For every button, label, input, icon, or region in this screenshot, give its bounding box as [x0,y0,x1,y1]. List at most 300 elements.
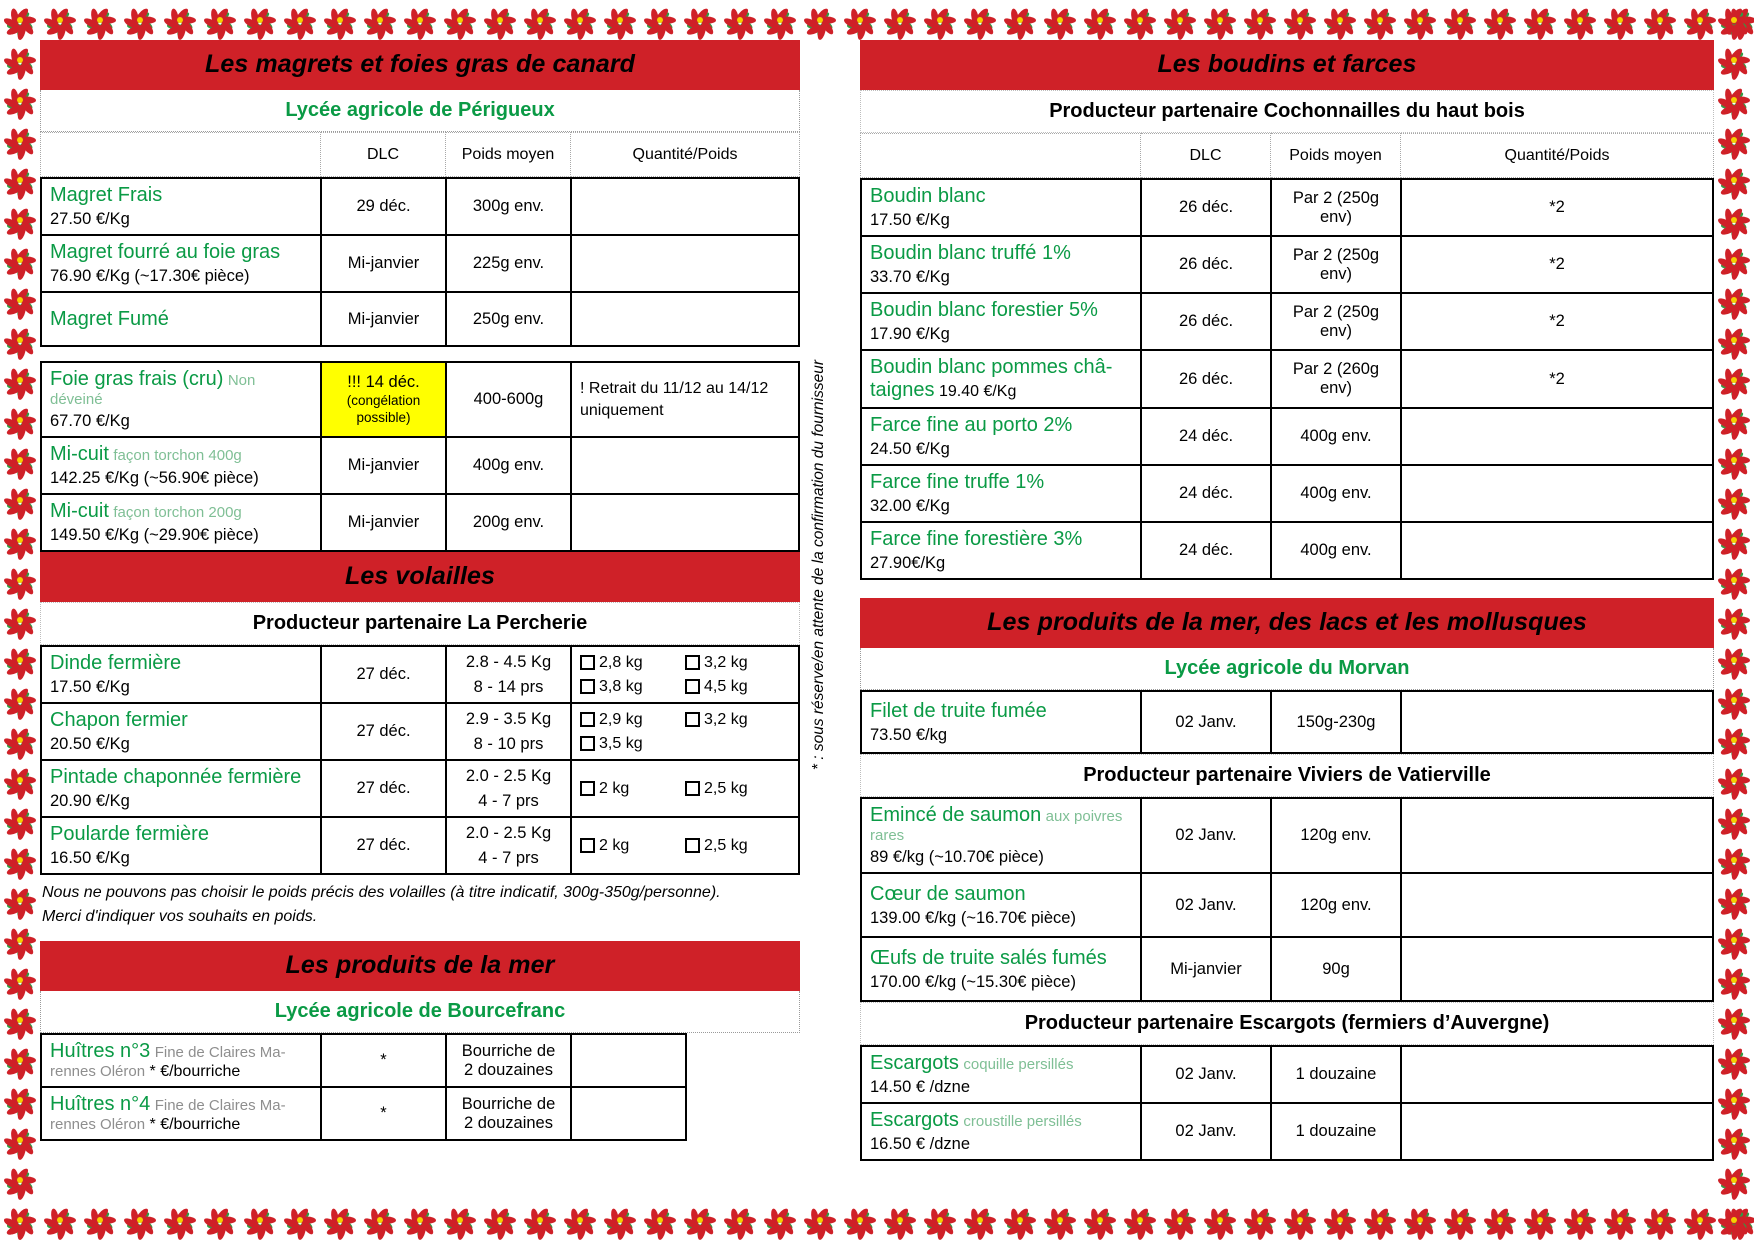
table-row [41,437,799,494]
poinsettia-icon [320,1200,360,1240]
poinsettia-icon [1360,0,1400,40]
flower-core [1257,1217,1263,1223]
poinsettia-icon [920,0,960,40]
flower-core [17,817,23,823]
poinsettia-icon [0,1160,40,1200]
quantity-cell[interactable] [1401,873,1713,937]
poinsettia-icon [1680,0,1720,40]
weight-checkbox-option[interactable] [580,837,685,855]
poinsettia-icon [1714,880,1754,920]
th-blank [41,133,321,177]
poinsettia-icon [1714,80,1754,120]
poinsettia-icon [0,800,40,840]
product-name-cell [41,292,321,346]
dlc-cell: 24 déc. [1141,465,1271,522]
flower-core [1137,17,1143,23]
quantity-cell[interactable]: *2 [1401,293,1713,350]
poinsettia-icon [1714,360,1754,400]
poinsettia-icon [0,280,40,320]
flower-core [1297,17,1303,23]
checkbox-icon[interactable] [580,781,595,796]
poids-cell: 225g env. [446,235,571,292]
flower-core [17,1217,23,1223]
product-name: Emincé de saumon [870,804,1042,826]
quantity-cell[interactable] [571,178,799,235]
quantity-cell[interactable] [1401,691,1713,753]
product-name: Farce fine truffe 1% [870,471,1045,493]
poinsettia-icon [0,1000,40,1040]
table-row [861,1103,1713,1160]
section-banner-magrets: Les magrets et foies gras de canard [40,40,800,90]
table-row [41,817,799,874]
quantity-cell[interactable]: *2 [1401,350,1713,408]
flower-core [1731,1137,1737,1143]
weight-label: 2,8 kg [599,653,643,671]
producer-bourcefranc: Lycée agricole de Bourcefranc [40,991,800,1033]
product-name: Mi-cuit [50,443,109,465]
table-row [41,760,799,817]
flower-core [17,337,23,343]
flower-core [17,177,23,183]
flower-core [1537,1217,1543,1223]
checkbox-icon[interactable] [580,679,595,694]
product-price: 16.50 € /dzne [870,1135,970,1153]
producer-escargots: Producteur partenaire Escargots (fermiers d’Auvergne) [860,1002,1714,1045]
poinsettia-icon [1714,1200,1754,1240]
poinsettia-icon [1714,480,1754,520]
poinsettia-icon [760,0,800,40]
quantity-cell[interactable] [571,437,799,494]
poinsettia-icon [640,0,680,40]
producer-perigueux: Lycée agricole de Périgueux [40,90,800,132]
flower-core [937,17,943,23]
flower-core [17,857,23,863]
poinsettia-icon [0,40,40,80]
product-name-cell [41,760,321,817]
product-subtitle: façon torchon 400g [113,447,242,464]
flower-core [857,17,863,23]
poinsettia-icon [1714,1000,1754,1040]
product-price: 20.50 €/Kg [50,735,130,753]
poids-cell: 1 douzaine [1271,1046,1401,1103]
flower-core [1731,857,1737,863]
quantity-cell[interactable]: *2 [1401,179,1713,236]
product-price: 67.70 €/Kg [50,412,130,430]
flower-core [17,377,23,383]
checkbox-icon[interactable] [685,655,700,670]
poinsettia-icon [1714,440,1754,480]
quantity-cell[interactable] [571,1087,686,1140]
flower-core [17,497,23,503]
flower-core [1217,1217,1223,1223]
product-name: Escargots [870,1109,959,1131]
quantity-cell[interactable] [571,494,799,551]
flower-core [577,1217,583,1223]
product-subtitle: Fine de Claires Ma-rennes Oléron [50,1097,286,1133]
poinsettia-icon [400,0,440,40]
table-header-row [41,133,800,177]
poinsettia-icon [120,0,160,40]
poinsettia-icon [1120,0,1160,40]
poinsettia-icon [0,1200,40,1240]
poinsettia-icon [880,0,920,40]
checkbox-icon[interactable] [685,679,700,694]
poinsettia-icon [1400,0,1440,40]
product-price: 17.50 €/Kg [870,211,950,229]
poids-cell: Par 2 (250g env) [1271,236,1401,293]
poinsettia-icon [1714,120,1754,160]
product-price: 33.70 €/Kg [870,268,950,286]
poinsettia-icon [360,1200,400,1240]
poinsettia-icon [1200,0,1240,40]
flower-core [1617,17,1623,23]
poinsettia-icon [0,0,40,40]
poids-cell: 400g env. [446,437,571,494]
weight-checkbox-option[interactable] [685,678,790,696]
poinsettia-icon [0,520,40,560]
flower-core [1177,1217,1183,1223]
poinsettia-icon [1714,600,1754,640]
poinsettia-icon [920,1200,960,1240]
product-name-cell [41,817,321,874]
th-poids: Poids moyen [1271,134,1401,178]
producer-morvan: Lycée agricole du Morvan [860,648,1714,690]
poids-cell: 120g env. [1271,873,1401,937]
weight-choice-cell [571,646,799,703]
poinsettia-icon [1240,1200,1280,1240]
poinsettia-icon [0,0,40,40]
quantity-cell[interactable] [571,235,799,292]
table-row [861,236,1713,293]
flower-core [1377,17,1383,23]
checkbox-icon[interactable] [685,781,700,796]
product-price: 19.40 €/Kg [938,383,1017,400]
poinsettia-icon [1000,1200,1040,1240]
product-name: Farce fine au porto 2% [870,414,1073,436]
product-name: Boudin blanc forestier 5% [870,299,1098,321]
poids-persons: 4 - 7 prs [478,848,539,867]
poinsettia-icon [0,640,40,680]
checkbox-icon[interactable] [685,712,700,727]
flower-core [817,17,823,23]
flower-core [1097,17,1103,23]
flower-core [1731,57,1737,63]
poinsettia-icon [160,0,200,40]
poinsettia-icon [160,1200,200,1240]
product-price: 16.50 €/Kg [50,849,130,867]
product-name-cell [41,1034,321,1087]
quantity-cell[interactable] [1401,1103,1713,1160]
dlc-cell: 24 déc. [1141,522,1271,579]
poids-cell: Par 2 (250g env) [1271,179,1401,236]
flower-core [17,417,23,423]
product-name-cell [861,408,1141,465]
poinsettia-icon [880,1200,920,1240]
flower-core [17,17,23,23]
table-row [861,798,1713,873]
table-row [41,178,799,235]
flower-core [17,297,23,303]
quantity-cell[interactable]: *2 [1401,236,1713,293]
product-price: 14.50 € /dzne [870,1078,970,1096]
weight-checkbox-option[interactable] [580,711,685,729]
table-magrets [40,177,800,347]
dlc-cell: 24 déc. [1141,408,1271,465]
flower-core [57,1217,63,1223]
checkbox-icon[interactable] [685,838,700,853]
flower-core [1497,1217,1503,1223]
table-header-row [861,134,1714,178]
quantity-cell[interactable]: ! Retrait du 11/12 au 14/12 uniquement [571,362,799,437]
poinsettia-icon [720,1200,760,1240]
weight-checkbox-option[interactable] [685,654,790,672]
flower-core [657,17,663,23]
footnote-vertical: * : sous réserve/en attente de la confirmation du fournisseur [810,360,827,771]
poinsettia-icon [240,0,280,40]
table-row [861,522,1713,579]
poinsettia-icon [400,1200,440,1240]
product-name-cell [861,179,1141,236]
product-name-cell [41,362,321,437]
th-quantite: Quantité/Poids [1401,134,1714,178]
flower-core [1731,1177,1737,1183]
flower-core [1097,1217,1103,1223]
product-price: * €/bourriche [149,1116,241,1133]
checkbox-icon[interactable] [580,838,595,853]
flower-core [1257,17,1263,23]
flower-core [1457,17,1463,23]
flower-core [897,17,903,23]
flower-core [1731,257,1737,263]
poids-cell: Bourriche de 2 douzaines [446,1034,571,1087]
weight-checkbox-option[interactable] [580,735,685,753]
right-column [860,40,1714,1200]
poinsettia-icon [0,160,40,200]
weight-column-left [580,654,685,696]
checkbox-icon[interactable] [580,736,595,751]
poinsettia-icon [1714,1160,1754,1200]
border-top [0,0,1754,40]
product-price: 27.50 €/Kg [50,210,130,228]
poinsettia-icon [1720,1200,1754,1240]
product-price: 170.00 €/kg (~15.30€ pièce) [870,972,1076,991]
flower-core [17,137,23,143]
poids-cell: 1 douzaine [1271,1103,1401,1160]
table-row [41,494,799,551]
weight-checkbox-option[interactable] [580,780,685,798]
table-row [861,408,1713,465]
product-name: Boudin blanc [870,185,986,207]
product-name-cell [861,236,1141,293]
volailles-note [40,875,800,931]
poids-cell [446,817,571,874]
dlc-cell: Mi-janvier [321,437,446,494]
flower-core [497,17,503,23]
flower-core [177,1217,183,1223]
poinsettia-icon [0,760,40,800]
flower-core [1657,1217,1663,1223]
poinsettia-icon [0,840,40,880]
weight-checkbox-option[interactable] [685,837,790,855]
quantity-cell[interactable] [1401,937,1713,1001]
th-blank [861,134,1141,178]
flower-core [1731,1017,1737,1023]
flower-core [17,777,23,783]
poinsettia-icon [1714,800,1754,840]
flower-core [97,17,103,23]
quantity-cell[interactable] [571,1034,686,1087]
poinsettia-icon [1560,1200,1600,1240]
product-name-cell [861,293,1141,350]
poinsettia-icon [1480,1200,1520,1240]
dlc-cell: Mi-janvier [1141,937,1271,1001]
flower-core [1731,457,1737,463]
poinsettia-icon [1714,520,1754,560]
table-row [861,293,1713,350]
poinsettia-icon [1714,240,1754,280]
flower-core [497,1217,503,1223]
checkbox-icon[interactable] [580,712,595,727]
flower-core [17,457,23,463]
flower-core [17,1217,23,1223]
poids-cell: 200g env. [446,494,571,551]
dlc-cell: 27 déc. [321,646,446,703]
quantity-cell[interactable] [1401,1046,1713,1103]
flower-core [17,257,23,263]
section-banner-mer-right: Les produits de la mer, des lacs et les mollusques [860,598,1714,648]
table-escargots [860,1045,1714,1161]
flower-core [457,17,463,23]
dlc-cell: 26 déc. [1141,293,1271,350]
weight-label: 4,5 kg [704,677,748,695]
poinsettia-icon [1320,1200,1360,1240]
weight-checkbox-option[interactable] [685,711,790,729]
quantity-cell[interactable] [1401,798,1713,873]
flower-core [1457,1217,1463,1223]
product-price: 27.90€/Kg [870,554,946,572]
poids-cell: Par 2 (260g env) [1271,350,1401,408]
flower-core [17,977,23,983]
product-name: Farce fine forestière 3% [870,528,1083,550]
quantity-cell[interactable] [571,292,799,346]
weight-checkbox-option[interactable] [685,780,790,798]
flower-core [1731,1097,1737,1103]
product-price: 142.25 €/Kg (~56.90€ pièce) [50,469,259,487]
flower-core [1337,1217,1343,1223]
weight-checkbox-option[interactable] [580,654,685,672]
product-subtitle: Non déveiné [50,372,256,408]
flower-core [1731,897,1737,903]
poids-cell: 90g [1271,937,1401,1001]
producer-vatierville: Producteur partenaire Viviers de Vatierville [860,754,1714,797]
weight-checkbox-option[interactable] [580,678,685,696]
table-volailles [40,645,800,875]
poinsettia-icon [1520,1200,1560,1240]
flower-core [1577,17,1583,23]
flower-core [377,17,383,23]
poids-persons: 8 - 10 prs [473,734,544,753]
quantity-cell[interactable] [1401,465,1713,522]
table-boudins-headers [860,133,1714,178]
poinsettia-icon [0,680,40,720]
flower-core [17,577,23,583]
poinsettia-icon [840,1200,880,1240]
table-truite [860,690,1714,754]
flower-core [777,17,783,23]
border-left [0,0,40,1240]
poids-cell: 400g env. [1271,465,1401,522]
flower-core [1057,1217,1063,1223]
weight-choice-cell [571,760,799,817]
poinsettia-icon [240,1200,280,1240]
product-name: Boudin blanc pommes châ-taignes [870,356,1113,401]
checkbox-icon[interactable] [580,655,595,670]
flower-core [857,1217,863,1223]
product-name-cell [861,873,1141,937]
poinsettia-icon [600,1200,640,1240]
flower-core [1731,537,1737,543]
poinsettia-icon [1714,560,1754,600]
poinsettia-icon [1400,1200,1440,1240]
product-price: 17.50 €/Kg [50,678,130,696]
table-huitres [40,1033,800,1141]
poinsettia-icon [1440,1200,1480,1240]
product-subtitle: coquille persillés [963,1056,1074,1073]
poinsettia-icon [720,0,760,40]
poinsettia-icon [1280,0,1320,40]
product-name: Mi-cuit [50,500,109,522]
poinsettia-icon [520,0,560,40]
product-name: Poularde fermière [50,823,209,845]
volailles-note-line2: Merci d'indiquer vos souhaits en poids. [42,908,318,925]
product-price: 17.90 €/Kg [870,325,950,343]
flower-core [1731,937,1737,943]
quantity-cell[interactable] [1401,408,1713,465]
flower-core [177,17,183,23]
poinsettia-icon [840,0,880,40]
poinsettia-icon [360,0,400,40]
quantity-cell[interactable] [1401,522,1713,579]
poids-cell [446,760,571,817]
product-name: Boudin blanc truffé 1% [870,242,1071,264]
poids-cell: 250g env. [446,292,571,346]
flower-core [1731,617,1737,623]
flower-core [17,937,23,943]
weight-column-right [685,780,790,798]
poids-cell: 400-600g [446,362,571,437]
flower-core [1697,1217,1703,1223]
product-name-cell [41,235,321,292]
dlc-cell: * [321,1087,446,1140]
flower-core [1731,1217,1737,1223]
product-name-cell [861,350,1141,408]
weight-label: 2,5 kg [704,779,748,797]
product-name: Huîtres n°4 [50,1093,151,1115]
table-saumon [860,797,1714,1002]
poinsettia-icon [1714,840,1754,880]
poids-cell: 400g env. [1271,522,1401,579]
poinsettia-icon [760,1200,800,1240]
weight-label: 3,2 kg [704,710,748,728]
product-name-cell [861,937,1141,1001]
weight-label: 2,9 kg [599,710,643,728]
flower-core [1731,497,1737,503]
flower-core [1731,17,1737,23]
poinsettia-icon [1600,1200,1640,1240]
flower-core [17,1057,23,1063]
product-subtitle: croustille persillés [963,1113,1082,1130]
flower-core [1657,17,1663,23]
